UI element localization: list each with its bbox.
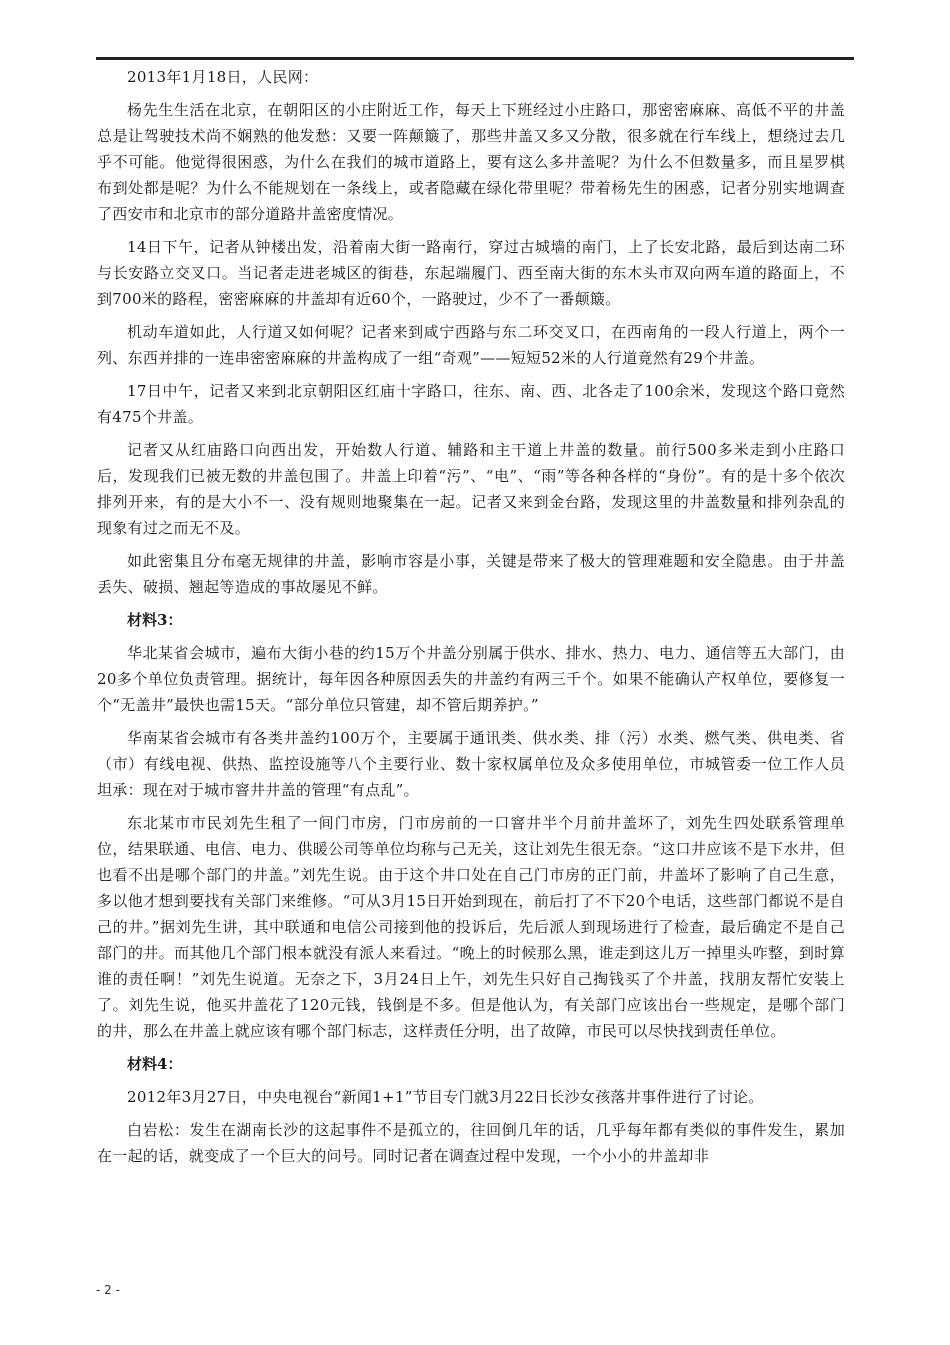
paragraph: 杨先生生活在北京，在朝阳区的小庄附近工作，每天上下班经过小庄路口，那密密麻麻、高低不平的井盖总是让驾驶技术尚不娴熟的他发愁：又要一阵颠簸了，那些井盖又多又分散，很多就在行车线上，想绕过去几乎不可能。他觉得很困惑，为什么在我们的城市道路上，要有这么多井盖呢？为什么不但数量多，而且星罗棋布到处都是呢？为什么不能规划在一条线上，或者隐藏在绿化带里呢？带着杨先生的困惑，记者分别实地调查了西安市和北京市的部分道路井盖密度情况。 <box>97 101 845 223</box>
paragraph: 华北某省会城市，遍布大街小巷的约15万个井盖分别属于供水、排水、热力、电力、通信等五大部门，由20多个单位负责管理。据统计，每年因各种原因丢失的井盖约有两三千个。如果不能确认产权单位，要修复一个“无盖井”最快也需15天。“部分单位只管建，却不管后期养护。” <box>97 644 845 714</box>
paragraph: 2013年1月18日，人民网： <box>127 68 319 86</box>
paragraph: 东北某市市民刘先生租了一间门市房，门市房前的一口窨井半个月前井盖坏了，刘先生四处联系管理单位，结果联通、电信、电力、供暖公司等单位均称与己无关，这让刘先生很无奈。“这口井应该不是下水井，但也看不出是哪个部门的井盖。”刘先生说。由于这个井口处在自己门市房的正门前，井盖坏了影响了自己生意，多以他才想到要找有关部门来维修。“可从3月15日开始到现在，前后打了不下20个电话，这些部门都说不是自己的井。”据刘先生讲，其中联通和电信公司接到他的投诉后，先后派人到现场进行了检查，最后确定不是自己部门的井。而其他几个部门根本就没有派人来看过。“晚上的时候那么黑，谁走到这儿万一掉里头咋整，到时算谁的责任啊！”刘先生说道。无奈之下，3月24日上午，刘先生只好自己掏钱买了个井盖，找朋友帮忙安装上了。刘先生说，他买井盖花了120元钱，钱倒是不多。但是他认为，有关部门应该出台一些规定，是哪个部门的井，那么在井盖上就应该有哪个部门标志，这样责任分明，出了故障，市民可以尽快找到责任单位。 <box>97 814 845 1040</box>
section-heading: 材料4： <box>127 1055 183 1073</box>
paragraph: 17日中午，记者又来到北京朝阳区红庙十字路口，往东、南、西、北各走了100余米，发现这个路口竟然有475个井盖。 <box>97 382 845 426</box>
section-heading: 材料3： <box>127 611 183 629</box>
paragraph: 如此密集且分布毫无规律的井盖，影响市容是小事，关键是带来了极大的管理难题和安全隐患。由于井盖丢失、破损、翘起等造成的事故屡见不鲜。 <box>97 552 845 596</box>
paragraph: 2012年3月27日，中央电视台“新闻1+1”节目专门就3月22日长沙女孩落井事件进行了讨论。 <box>127 1088 764 1106</box>
paragraph: 白岩松：发生在湖南长沙的这起事件不是孤立的，往回倒几年的话，几乎每年都有类似的事件发生，累加在一起的话，就变成了一个巨大的问号。同时记者在调查过程中发现，一个小小的井盖却非 <box>97 1121 845 1165</box>
header-rule <box>96 57 854 60</box>
page-number: - 2 - <box>96 1283 120 1297</box>
document-body <box>97 64 845 1176</box>
paragraph: 华南某省会城市有各类井盖约100万个，主要属于通讯类、供水类、排（污）水类、燃气类、供电类、省（市）有线电视、供热、监控设施等八个主要行业、数十家权属单位及众多使用单位，市城管委一位工作人员坦承：现在对于城市窨井井盖的管理“有点乱”。 <box>97 729 845 799</box>
paragraph: 记者又从红庙路口向西出发，开始数人行道、辅路和主干道上井盖的数量。前行500多米走到小庄路口后，发现我们已被无数的井盖包围了。井盖上印着“污”、“电”、“雨”等各种各样的“身份”。有的是十多个依次排列开来，有的是大小不一、没有规则地聚集在一起。记者又来到金台路，发现这里的井盖数量和排列杂乱的现象有过之而无不及。 <box>97 441 845 537</box>
paragraph: 机动车道如此，人行道又如何呢？记者来到咸宁西路与东二环交叉口，在西南角的一段人行道上，两个一列、东西并排的一连串密密麻麻的井盖构成了一组“奇观”——短短52米的人行道竟然有29个井盖。 <box>97 323 845 367</box>
paragraph: 14日下午，记者从钟楼出发，沿着南大街一路南行，穿过古城墙的南门，上了长安北路，最后到达南二环与长安路立交叉口。当记者走进老城区的街巷，东起端履门、西至南大街的东木头市双向两车道的路面上，不到700米的路程，密密麻麻的井盖却有近60个，一路驶过，少不了一番颠簸。 <box>97 238 845 308</box>
